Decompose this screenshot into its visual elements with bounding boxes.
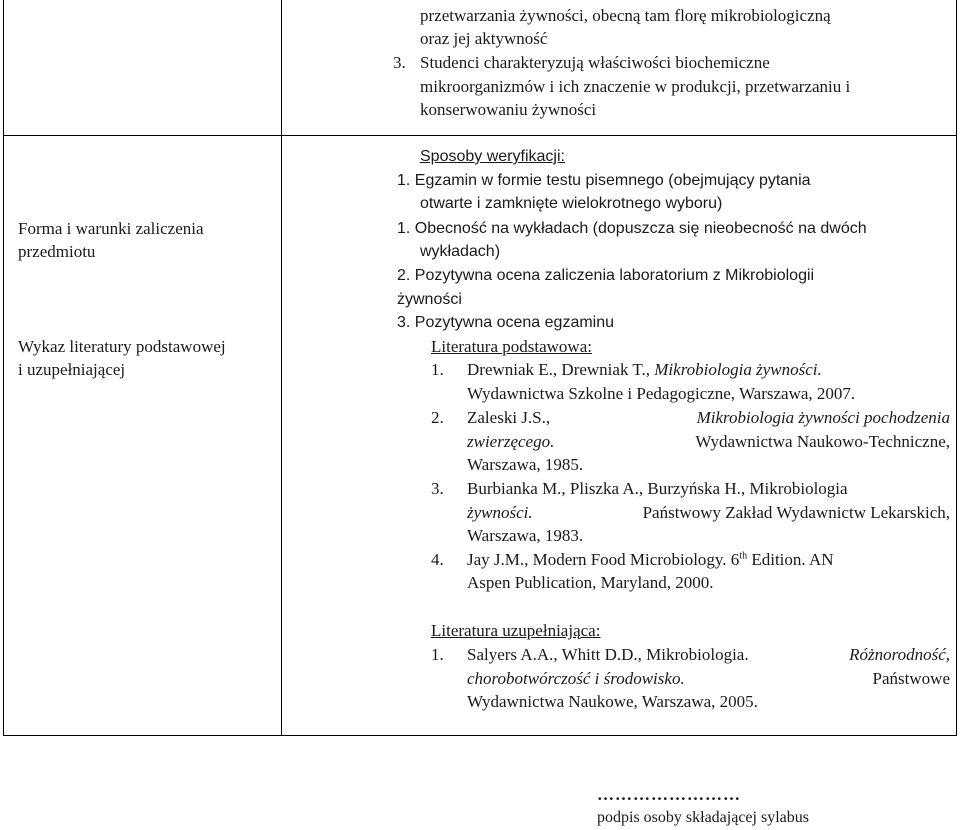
pozycja-3-line-3: Warszawa, 1983.: [467, 526, 584, 545]
weryfikacja-item-1-line-2: otwarte i zamknięte wielokrotnego wyboru): [420, 195, 723, 212]
table-border-right: [956, 0, 957, 736]
uzupelniajaca-1-authors: Salyers A.A., Whitt D.D., Mikrobiologia.: [467, 645, 749, 664]
pozycja-1-line-1: [467, 360, 822, 380]
literatura-podstawowa-heading: Literatura podstawowa:: [431, 337, 592, 356]
pozycja-3-number: 3.: [431, 479, 444, 498]
row-divider: [3, 135, 957, 136]
efekty-item-3-line-1: Studenci charakteryzują właściwości biochemiczne: [420, 53, 770, 72]
efekty-item-3-line-3: konserwowaniu żywności: [420, 100, 597, 119]
pozycja-4-text-b: Edition. AN: [747, 550, 834, 569]
pozycja-3-publisher: Państwowy Zakład Wydawnictw Lekarskich,: [642, 503, 950, 522]
pozycja-2-number: 2.: [431, 408, 444, 427]
literatura-uzupelniajaca-heading: Literatura uzupełniająca:: [431, 621, 601, 640]
pozycja-1-line-2: Wydawnictwa Szkolne i Pedagogiczne, Warszawa, 2007.: [467, 384, 856, 403]
table-border-bottom: [3, 735, 957, 736]
pozycja-2-line-1: [467, 408, 950, 428]
pozycja-2-publisher: Wydawnictwa Naukowo-Techniczne,: [695, 432, 950, 451]
uzupelniajaca-1-line-1: [467, 645, 950, 665]
signature-dots: ……………………: [597, 785, 741, 804]
warunek-1-line-1: 1. Obecność na wykładach (dopuszcza się nieobecność na dwóch: [397, 220, 867, 237]
uzupelniajaca-1-number: 1.: [431, 645, 444, 664]
pozycja-4-line-2: Aspen Publication, Maryland, 2000.: [467, 573, 714, 592]
pozycja-2-authors: Zaleski J.S.,: [467, 408, 551, 427]
pozycja-2-title-line-1: Mikrobiologia żywności pochodzenia: [696, 408, 950, 427]
uzupelniajaca-1-line-3: Wydawnictwa Naukowe, Warszawa, 2005.: [467, 692, 758, 711]
table-border-middle: [281, 0, 282, 736]
uzupelniajaca-1-publisher: Państwowe: [872, 669, 950, 688]
literatura-label-line-1: Wykaz literatury podstawowej: [18, 337, 226, 356]
pozycja-3-line-1: Burbianka M., Pliszka A., Burzyńska H., Mikrobiologia: [467, 479, 848, 498]
pozycja-3-line-2: [467, 503, 950, 523]
warunek-3: 3. Pozytywna ocena egzaminu: [397, 314, 615, 331]
table-border-left: [3, 0, 4, 736]
pozycja-4-number: 4.: [431, 550, 444, 569]
efekty-item-3-line-2: mikroorganizmów i ich znaczenie w produkcji, przetwarzaniu i: [420, 77, 851, 96]
uzupelniajaca-1-title-line-1: Różnorodność,: [849, 645, 950, 664]
zaliczenie-label-line-2: przedmiotu: [18, 242, 96, 261]
weryfikacja-heading: Sposoby weryfikacji:: [420, 148, 565, 165]
pozycja-4-superscript: th: [739, 550, 748, 562]
warunek-2-line-1: 2. Pozytywna ocena zaliczenia laboratorium z Mikrobiologii: [397, 267, 815, 284]
efekty-line-2: oraz jej aktywność: [420, 29, 548, 48]
zaliczenie-label-line-1: Forma i warunki zaliczenia: [18, 219, 204, 238]
literatura-label-line-2: i uzupełniającej: [18, 360, 126, 379]
pozycja-2-title-line-2: zwierzęcego.: [467, 432, 555, 451]
weryfikacja-item-1-line-1: 1. Egzamin w formie testu pisemnego (obejmujący pytania: [397, 172, 811, 189]
pozycja-1-title: Mikrobiologia żywności.: [654, 360, 822, 379]
signature-label: podpis osoby składającej sylabus: [597, 809, 809, 826]
uzupelniajaca-1-line-2: [467, 669, 950, 689]
pozycja-4-text-a: Jay J.M., Modern Food Microbiology. 6: [467, 550, 740, 569]
warunek-1-line-2: wykładach): [420, 243, 501, 260]
pozycja-1-authors: Drewniak E., Drewniak T.,: [467, 360, 655, 379]
efekty-line-1: przetwarzania żywności, obecną tam florę mikrobiologiczną: [420, 6, 831, 25]
pozycja-4-line-1: [467, 550, 834, 570]
uzupelniajaca-1-title-line-2: chorobotwórczość i środowisko.: [467, 669, 685, 688]
pozycja-3-title: żywności.: [467, 503, 533, 522]
pozycja-2-line-2: [467, 432, 950, 452]
pozycja-1-number: 1.: [431, 360, 444, 379]
warunek-2-line-2: żywności: [397, 291, 462, 308]
efekty-item-3-number: 3.: [393, 53, 406, 72]
pozycja-2-line-3: Warszawa, 1985.: [467, 455, 584, 474]
